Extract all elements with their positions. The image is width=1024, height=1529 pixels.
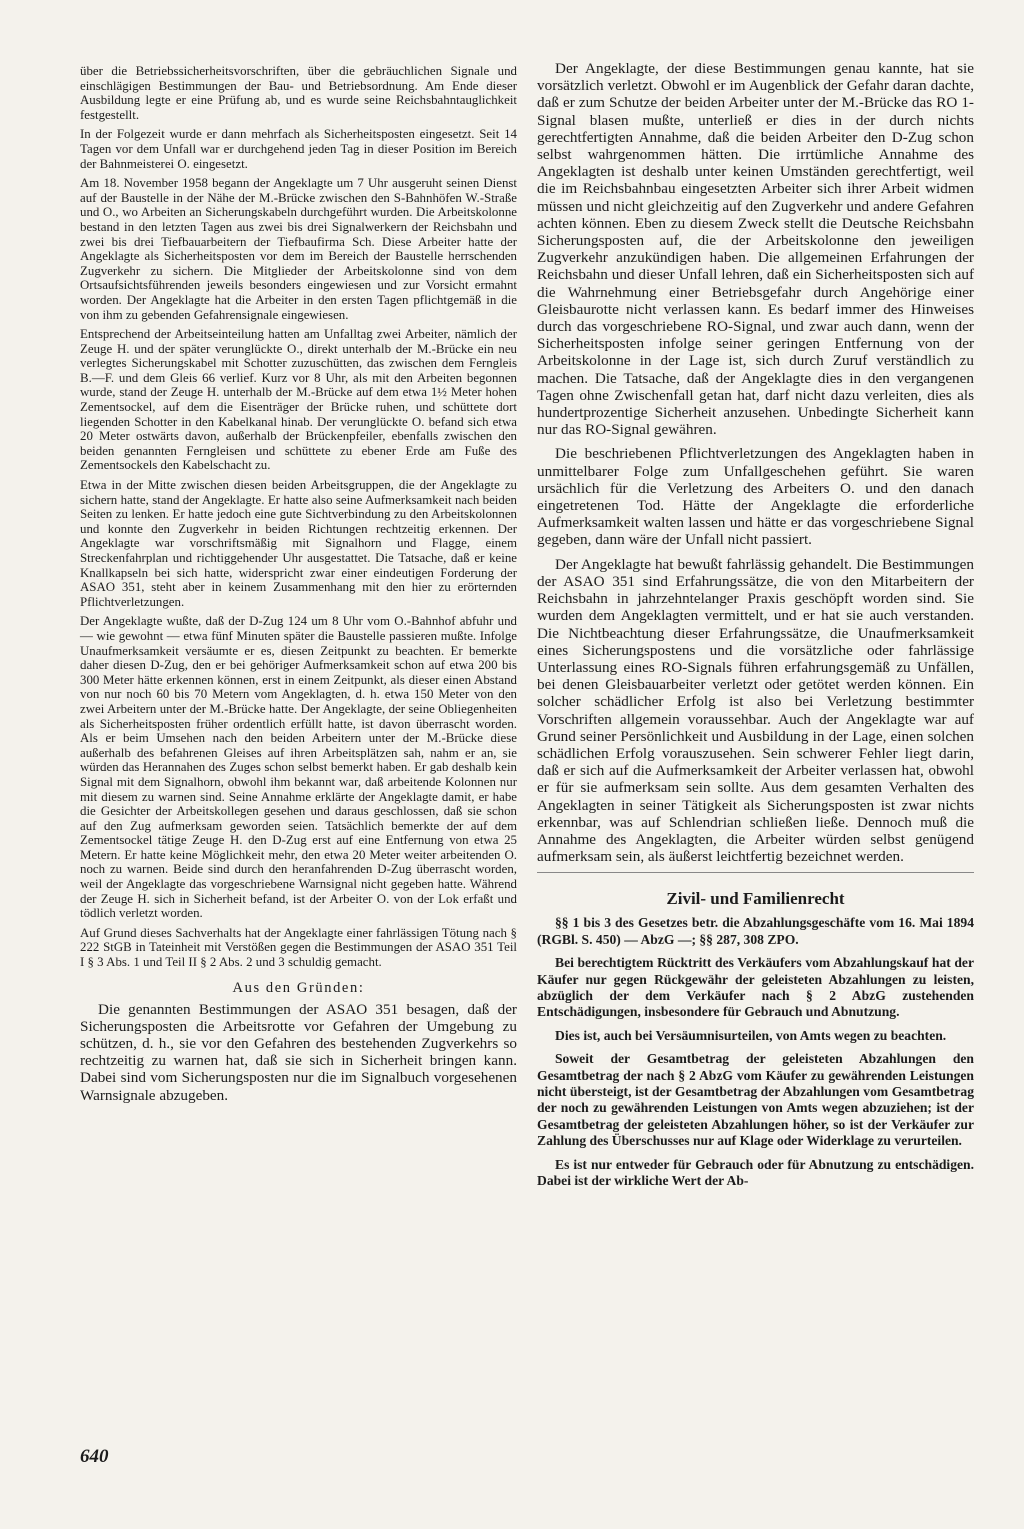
- paragraph: In der Folgezeit wurde er dann mehrfach als Sicherheitsposten eingesetzt. Seit 14 Tagen vor dem Unfall war er durchgehend jeden Tag in dieser Position im Bereich der Bahnmeisterei O. eingesetzt.: [80, 127, 517, 171]
- headnote-paragraph: Dies ist, auch bei Versäumnisurteilen, von Amts wegen zu beachten.: [555, 1027, 947, 1043]
- section-subheading: Aus den Gründen:: [232, 979, 365, 996]
- paragraph: Auf Grund dieses Sachverhalts hat der Angeklagte einer fahrlässigen Tötung nach § 222 StGB in Tateinheit mit Verstößen gegen die Bestimmungen der ASAO 351 Teil I § 3 Abs. 1 und Teil II § 2 Abs. 2 und 3 schuldig gemacht.: [80, 925, 517, 970]
- headnote-paragraph: Bei berechtigtem Rücktritt des Verkäufers vom Abzahlungskauf hat der Käufer nur gegen Rückgewähr der geleisteten Abzahlungen zu leisten, abzüglich der dem Verkäufer nach § 2 AbzG zustehenden Entschädigungen, insbesondere für Gebrauch und Abnutzung.: [537, 955, 974, 1020]
- paragraph: Am 18. November 1958 begann der Angeklagte um 7 Uhr ausgeruht seinen Dienst auf der Baustelle in der Nähe der M.-Brücke zwischen den S-Bahnhöfen W.-Straße und O., wo Arbeiten an Sicherungskabeln durchgeführt wurden. Die Arbeitskolonne bestand in den letzten Tagen aus zwei bis drei Signalwerkern der Reichsbahn und zwei bis drei Tiefbauarbeitern der Tiefbaufirma Sch. Diese Arbeiter hatte der Angeklagte als Sicherheitsposten vor dem im Bereich der Baustelle herrschenden Zugverkehr zu sichern. Die Mitglieder der Arbeitskolonne sind von dem Ortsaufsichtsführenden jeweils besonders eingewiesen und zur Vorsicht ermahnt worden. Der Angeklagte hat die Arbeiter in den ersten Tagen pflichtgemäß in die von ihm zu gebenden Gefahrensignale eingewiesen.: [80, 176, 517, 322]
- right-column: [537, 60, 974, 1196]
- left-column: [80, 60, 517, 1111]
- paragraph: Die beschriebenen Pflichtverletzungen des Angeklagten haben in unmittelbarer Folge zum Unfallgeschehen geführt. Sie waren ursächlich für die Verletzung des Arbeiters O. und den danach eingetretenen Tod. Hätte der Angeklagte die erforderliche Aufmerksamkeit walten lassen und hätte er das vorgeschriebene Signal gegeben, dann wäre der Unfall nicht passiert.: [537, 445, 974, 549]
- paragraph: Der Angeklagte hat bewußt fahrlässig gehandelt. Die Bestimmungen der ASAO 351 sind Erfahrungssätze, die von den Mitarbeitern der Reichsbahn in jahrzehntelanger Praxis geschöpft worden sind. Sie wurden dem Angeklagten vermittelt, und er hat sie auch verstanden. Die Nichtbeachtung dieser Erfahrungssätze, die Unaufmerksamkeit eines Sicherungspostens und die vorsätzliche oder fahrlässige Unterlassung eines RO-Signals führen erfahrungsgemäß zu Unfällen, bei denen Gleisbauarbeiter verletzt oder getötet werden können. Ein solcher schädlicher Erfolg ist also bei Verletzung bestimmter Vorschriften allgemein voraussehbar. Auch der Angeklagte war auf Grund seiner Persönlichkeit und Ausbildung in der Lage, einen solchen schädlichen Erfolg vorauszusehen. Sein schwerer Fehler liegt darin, daß er sich auf die Aufmerksamkeit der Arbeiter verlassen hat, obwohl er für sie aufmerksam sein sollte. Aus dem gesamten Verhalten des Angeklagten in seiner Tätigkeit als Sicherungsposten ist zwar nichts erkennbar, was auf Schlendrian schließen ließe. Dennoch muß die Annahme des Angeklagten, die Arbeiter würden selbst genügend aufmerksam sein, als äußerst leichtfertig bezeichnet werden.: [537, 555, 974, 866]
- paragraph: Der Angeklagte, der diese Bestimmungen genau kannte, hat sie vorsätzlich verletzt. Obwohl er im Augenblick der Gefahr daran dachte, daß er zum Schutze der beiden Arbeiter unter der M.-Brücke das RO 1-Signal blasen mußte, unterließ er dies in der durch nichts gerechtfertigten Annahme, daß die beiden Arbeiter den D-Zug schon selbst wahrgenommen hätten. Die irrtümliche Annahme des Angeklagten ist deshalb unter keinen Umständen gerechtfertigt, weil die im Reichsbahnbau eingesetzten Arbeiter sich ihrer Arbeit widmen müssen und nicht gleichzeitig auf den Zugverkehr und andere Gefahren achten können. Eben zu diesem Zweck stellt die Deutsche Reichsbahn Sicherungsposten auf, die der Arbeitskolonne den jeweiligen Zugverkehr anzukündigen haben. Die allgemeinen Erfahrungen der Reichsbahn und dieser Unfall lehren, daß ein Sicherheitsposten sich auf die Wahrnehmung einer Betriebsgefahr durch Angehörige einer Gleisbaurotte nicht verlassen kann. Es bedarf immer des Hinweises durch das vorgeschriebene RO-Signal, und zwar auch dann, wenn der Sicherheitsposten infolge seiner geringen Entfernung von der Arbeitskolonne in der Lage ist, sich durch Zuruf verständlich zu machen. Die Tatsache, daß der Angeklagte dies in den vergangenen Tagen ohne Zwischenfall getan hat, darf nicht dazu verleiten, dies als hundertprozentige Sicherheit anzusehen. Unbedingte Sicherheit kann nur das RO-Signal gewähren.: [537, 60, 974, 439]
- paragraph: Etwa in der Mitte zwischen diesen beiden Arbeitsgruppen, die der Angeklagte zu sichern hatte, stand der Angeklagte. Er hatte also seine Aufmerksamkeit nach beiden Seiten zu lenken. Er hatte jedoch eine gute Sichtverbindung zu den Arbeitskolonnen und konnte den Zugverkehr in beiden Richtungen rechtzeitig erkennen. Der Angeklagte war vorschriftsmäßig mit Signalhorn und Flagge, einem Streckenfahrplan und richtiggehender Uhr ausgestattet. Die Tatsache, daß er keine Knallkapseln bei sich hatte, widerspricht zwar einer eindeutigen Forderung der ASAO 351, steht aber in keinem Zusammenhang mit den hier zu erörternden Pflichtverletzungen.: [80, 478, 517, 609]
- headnote-paragraph: Es ist nur entweder für Gebrauch oder für Abnutzung zu entschädigen. Dabei ist der wirkliche Wert der Ab-: [537, 1156, 974, 1189]
- paragraph: über die Betriebssicherheitsvorschriften, über die gebräuchlichen Signale und einschlägigen Bestimmungen der Bau- und Betriebsordnung. Am Ende dieser Ausbildung legte er eine Prüfung ab, und es wurde seine Reichsbahntauglichkeit festgestellt.: [80, 64, 517, 122]
- paragraph: Entsprechend der Arbeitseinteilung hatten am Unfalltag zwei Arbeiter, nämlich der Zeuge H. und der später verunglückte O., direkt unterhalb der M.-Brücke ein neu verlegtes Sicherungskabel mit Schotter zuzuschütten, das zwischen dem Ferngleis B.—F. und dem Gleis 66 verlief. Kurz vor 8 Uhr, als mit den Arbeiten begonnen wurde, stand der Zeuge H. unterhalb der M.-Brücke auf dem etwa 1½ Meter hohen Zementsockel, auf dem die Eisenträger der Brücke ruhen, und schüttete dort liegenden Schotter in den Kabelkanal hinab. Der verunglückte O. befand sich etwa 20 Meter ostwärts davon, außerhalb der Brückenpfeiler, ebenfalls zwischen den beiden genannten Ferngleisen und schüttete zu ebener Erde am Fuße des Zementsockels den Kabelschacht zu.: [80, 327, 517, 473]
- headnote-paragraph: Soweit der Gesamtbetrag der geleisteten Abzahlungen den Gesamtbetrag der nach § 2 AbzG vom Käufer zu gewährenden Leistungen nicht übersteigt, ist der Gesamtbetrag der Abzahlungen vom Gesamtbetrag der noch zu gewährenden Leistungen von Amts wegen abzuziehen; ist der Gesamtbetrag der geleisteten Abzahlungen höher, so ist der Verkäufer zur Zahlung des Überschusses nur auf Klage oder Widerklage zu verurteilen.: [537, 1051, 974, 1149]
- paragraph: Die genannten Bestimmungen der ASAO 351 besagen, daß der Sicherungsposten die Arbeitsrotte vor Gefahren der Umgebung zu schützen, d. h., sie vor den Gefahren des bestehenden Zugverkehrs so rechtzeitig zu warnen hat, daß sie sich in Sicherheit bringen kann. Dabei sind vom Sicherungsposten nur die im Signalbuch vorgesehenen Warnsignale abzugeben.: [80, 1000, 517, 1104]
- page-number: 640: [80, 1446, 109, 1467]
- section-divider: [537, 872, 974, 873]
- legal-citation: §§ 1 bis 3 des Gesetzes betr. die Abzahlungsgeschäfte vom 16. Mai 1894 (RGBl. S. 450) — AbzG —; §§ 287, 308 ZPO.: [537, 915, 974, 947]
- section-heading: Zivil- und Familienrecht: [666, 889, 845, 909]
- paragraph: Der Angeklagte wußte, daß der D-Zug 124 um 8 Uhr vom O.-Bahnhof abfuhr und — wie gewohnt — etwa fünf Minuten später die Baustelle passieren mußte. Infolge Unaufmerksamkeit versäumte er es, diesen Zeitpunkt zu beachten. Er bemerkte daher diesen D-Zug, den er bei gehöriger Aufmerksamkeit schon auf etwa 200 bis 300 Meter hätte erkennen können, erst in einem Zeitpunkt, als dieser einen Abstand von nur noch 60 bis 70 Metern vom Angeklagten, d. h. etwa 150 Meter von den zwei Arbeitern unter der M.-Brücke hatte. Der Angeklagte, der seine Obliegenheiten als Sicherheitsposten früher ordentlich erfüllt hatte, ist davon überrascht worden. Als er beim Umsehen nach den beiden Arbeitern unter der M.-Brücke diese außerhalb des befahrenen Gleises auf ihren Arbeitsplätzen sah, nahm er an, sie würden das Herannahen des Zuges schon selbst bemerkt haben. Er gab deshalb kein Signal mit dem Signalhorn, obwohl ihm bekannt war, daß arbeitende Kolonnen nur mit diesem zu warnen sind. Seine Annahme erklärte der Angeklagte damit, er habe die Gesichter der Arbeitskollegen gesehen und daraus geschlossen, daß sie schon auf den Zug aufmerksam geworden seien. Tatsächlich bemerkte der auf dem Zementsockel tätige Zeuge H. den D-Zug erst auf eine Entfernung von etwa 25 Metern. Er hatte keine Möglichkeit mehr, den etwa 20 Meter weiter arbeitenden O. noch zu warnen. Beide sind durch den heranfahrenden D-Zug überrascht worden, weil der Angeklagte das vorgeschriebene Warnsignal nicht gegeben hatte. Während der Zeuge H. sich in Sicherheit befand, ist der Arbeiter O. von der Lok erfaßt und tödlich verletzt worden.: [80, 614, 517, 921]
